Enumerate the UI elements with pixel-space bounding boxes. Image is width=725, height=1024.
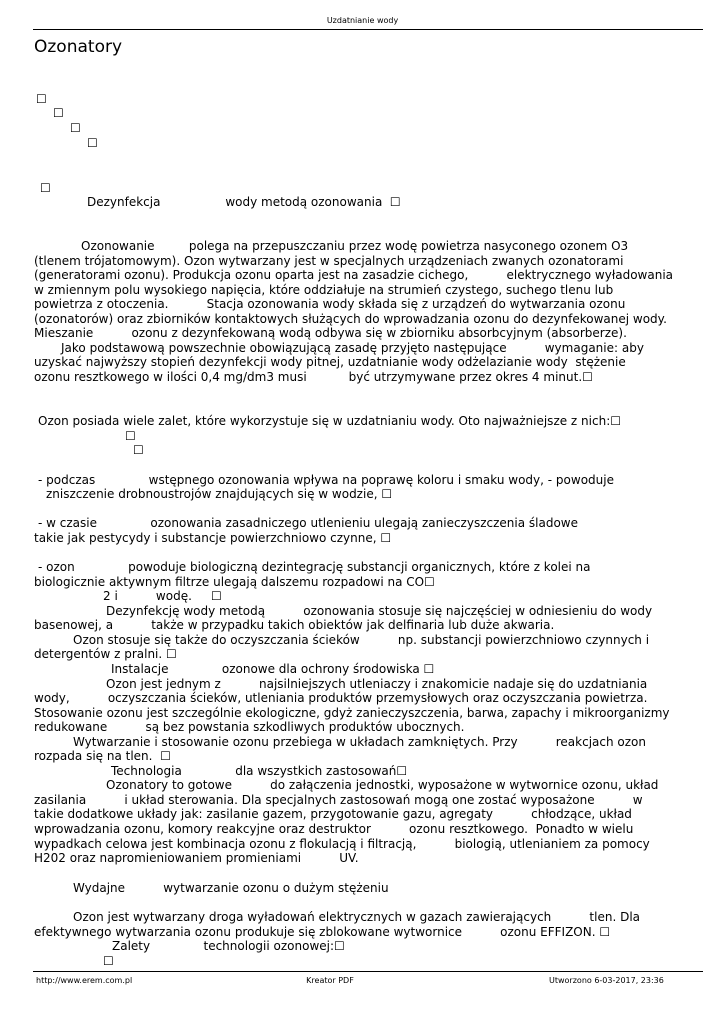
section-heading: Technologia dla wszystkich zastosowań☐: [111, 764, 408, 778]
placeholder-box: ☐: [125, 429, 136, 443]
text-line: zasilania i układ sterowania. Dla specjalnych zastosowań mogą one zostać wyposażone w: [34, 793, 643, 807]
section-heading: Dezynfekcja wody metodą ozonowania ☐: [87, 195, 401, 209]
text-line: Ozon stosuje się także do oczyszczania ścieków np. substancji powierzchniowo czynnych i: [73, 633, 650, 647]
text-line: (generatorami ozonu). Produkcja ozonu oparta jest na zasadzie cichego, elektrycznego wyładowania: [34, 268, 674, 282]
page-title: Ozonatory: [34, 37, 123, 57]
text-line: Ozon jest jednym z najsilniejszych utleniaczy i znakomicie nadaje się do uzdatniania: [106, 677, 648, 691]
footer-created-date: Utworzono 6-03-2017, 23:36: [549, 976, 664, 985]
text-line: takie jak pestycydy i substancje powierzchniowo czynne, ☐: [34, 531, 392, 545]
text-line: redukowane są bez powstania szkodliwych produktów ubocznych.: [34, 720, 465, 734]
footer-url[interactable]: http://www.erem.com.pl: [36, 976, 133, 985]
text-line: H202 oraz napromieniowaniem promieniami UV.: [34, 851, 359, 865]
text-line: zniszczenie drobnoustrojów znajdujących się w wodzie, ☐: [46, 487, 393, 501]
placeholder-box: ☐: [53, 106, 64, 120]
list-item: - ozon powoduje biologiczną dezintegrację substancji organicznych, które z kolei na: [38, 560, 591, 574]
text-line: detergentów z pralni. ☐: [34, 647, 177, 661]
text-line: uzyskać najwyższy stopień dezynfekcji wody pitnej, uzdatnianie wody odżelazianie wody stężenie: [34, 355, 626, 369]
placeholder-box: ☐: [103, 954, 114, 968]
text-line: Dezynfekcję wody metodą ozonowania stosuje się najczęściej w odniesieniu do wody: [106, 604, 653, 618]
placeholder-box: ☐: [87, 136, 98, 150]
text-line: Ozon jest wytwarzany droga wyładowań elektrycznych w gazach zawierających tlen. Dla: [73, 910, 640, 924]
text-line: Mieszanie ozonu z dezynfekowaną wodą odbywa się w zbiorniku absorbcyjnym (absorberze).: [34, 326, 627, 340]
running-header: Uzdatnianie wody: [326, 16, 399, 25]
text-line: w zmiennym polu wysokiego napięcia, które oddziałuje na strumień czystego, suchego tlenu lub: [34, 283, 614, 297]
footer-creator: Kreator PDF: [306, 976, 354, 985]
placeholder-box: ☐: [133, 443, 144, 457]
footer-rule: [33, 971, 703, 972]
header-rule: [33, 29, 703, 30]
text-line: rozpada się na tlen. ☐: [34, 749, 171, 763]
text-line: Wytwarzanie i stosowanie ozonu przebiega w układach zamkniętych. Przy reakcjach ozon: [73, 735, 646, 749]
list-item: - podczas wstępnego ozonowania wpływa na poprawę koloru i smaku wody, - powoduje: [38, 473, 614, 487]
text-line: Stosowanie ozonu jest szczególnie ekologiczne, gdyż zanieczyszczenia, barwa, zapachy i mikroorganizmy: [34, 706, 670, 720]
text-line: wprowadzania ozonu, komory reakcyjne oraz destruktor ozonu resztkowego. Ponadto w wielu: [34, 822, 634, 836]
text-line: wypadkach celowa jest kombinacja ozonu z flokulacją i filtracją, biologią, utlenianiem za pomocy: [34, 837, 650, 851]
section-heading: Wydajne wytwarzanie ozonu o dużym stężeniu: [73, 881, 389, 895]
text-line: takie dodatkowe układy jak: zasilanie gazem, przygotowanie gazu, agregaty chłodzące, układ: [34, 807, 632, 821]
text-line: Ozonatory to gotowe do załączenia jednostki, wyposażone w wytwornice ozonu, układ: [106, 778, 659, 792]
text-line: 2 i wodę. ☐: [103, 589, 222, 603]
text-line: (tlenem trójatomowym). Ozon wytwarzany jest w specjalnych urządzeniach zwanych ozonatorami: [34, 254, 624, 268]
text-line: wody, oczyszczania ścieków, utleniania produktów przemysłowych oraz oczyszczania powietrza.: [34, 691, 648, 705]
section-heading: Instalacje ozonowe dla ochrony środowiska ☐: [111, 662, 435, 676]
text-line: (ozonatorów) oraz zbiorników kontaktowych służących do wprowadzania ozonu do dezynfekowanej wody.: [34, 312, 667, 326]
text-line: Jako podstawową powszechnie obowiązującą zasadę przyjęto następujące wymaganie: aby: [61, 341, 644, 355]
text-line: ozonu resztkowego w ilości 0,4 mg/dm3 musi być utrzymywane przez okres 4 minut.☐: [34, 370, 593, 384]
section-heading: Zalety technologii ozonowej:☐: [112, 939, 345, 953]
text-line: powietrza z otoczenia. Stacja ozonowania wody składa się z urządzeń do wytwarzania ozonu: [34, 297, 626, 311]
placeholder-box: ☐: [70, 121, 81, 135]
text-line: efektywnego wytwarzania ozonu produkuje się zblokowane wytwornice ozonu EFFIZON. ☐: [34, 925, 611, 939]
list-item: - w czasie ozonowania zasadniczego utlenieniu ulegają zanieczyszczenia śladowe: [38, 516, 578, 530]
text-line: biologicznie aktywnym filtrze ulegają dalszemu rozpadowi na CO☐: [34, 575, 435, 589]
placeholder-box: ☐: [40, 181, 51, 195]
text-line: Ozonowanie polega na przepuszczaniu przez wodę powietrza nasyconego ozonem O3: [81, 239, 629, 253]
text-line: Ozon posiada wiele zalet, które wykorzystuje się w uzdatnianiu wody. Oto najważniejsze z nich:☐: [38, 414, 621, 428]
placeholder-box: ☐: [36, 92, 47, 106]
text-line: basenowej, a także w przypadku takich obiektów jak delfinaria lub duże akwaria.: [34, 618, 555, 632]
